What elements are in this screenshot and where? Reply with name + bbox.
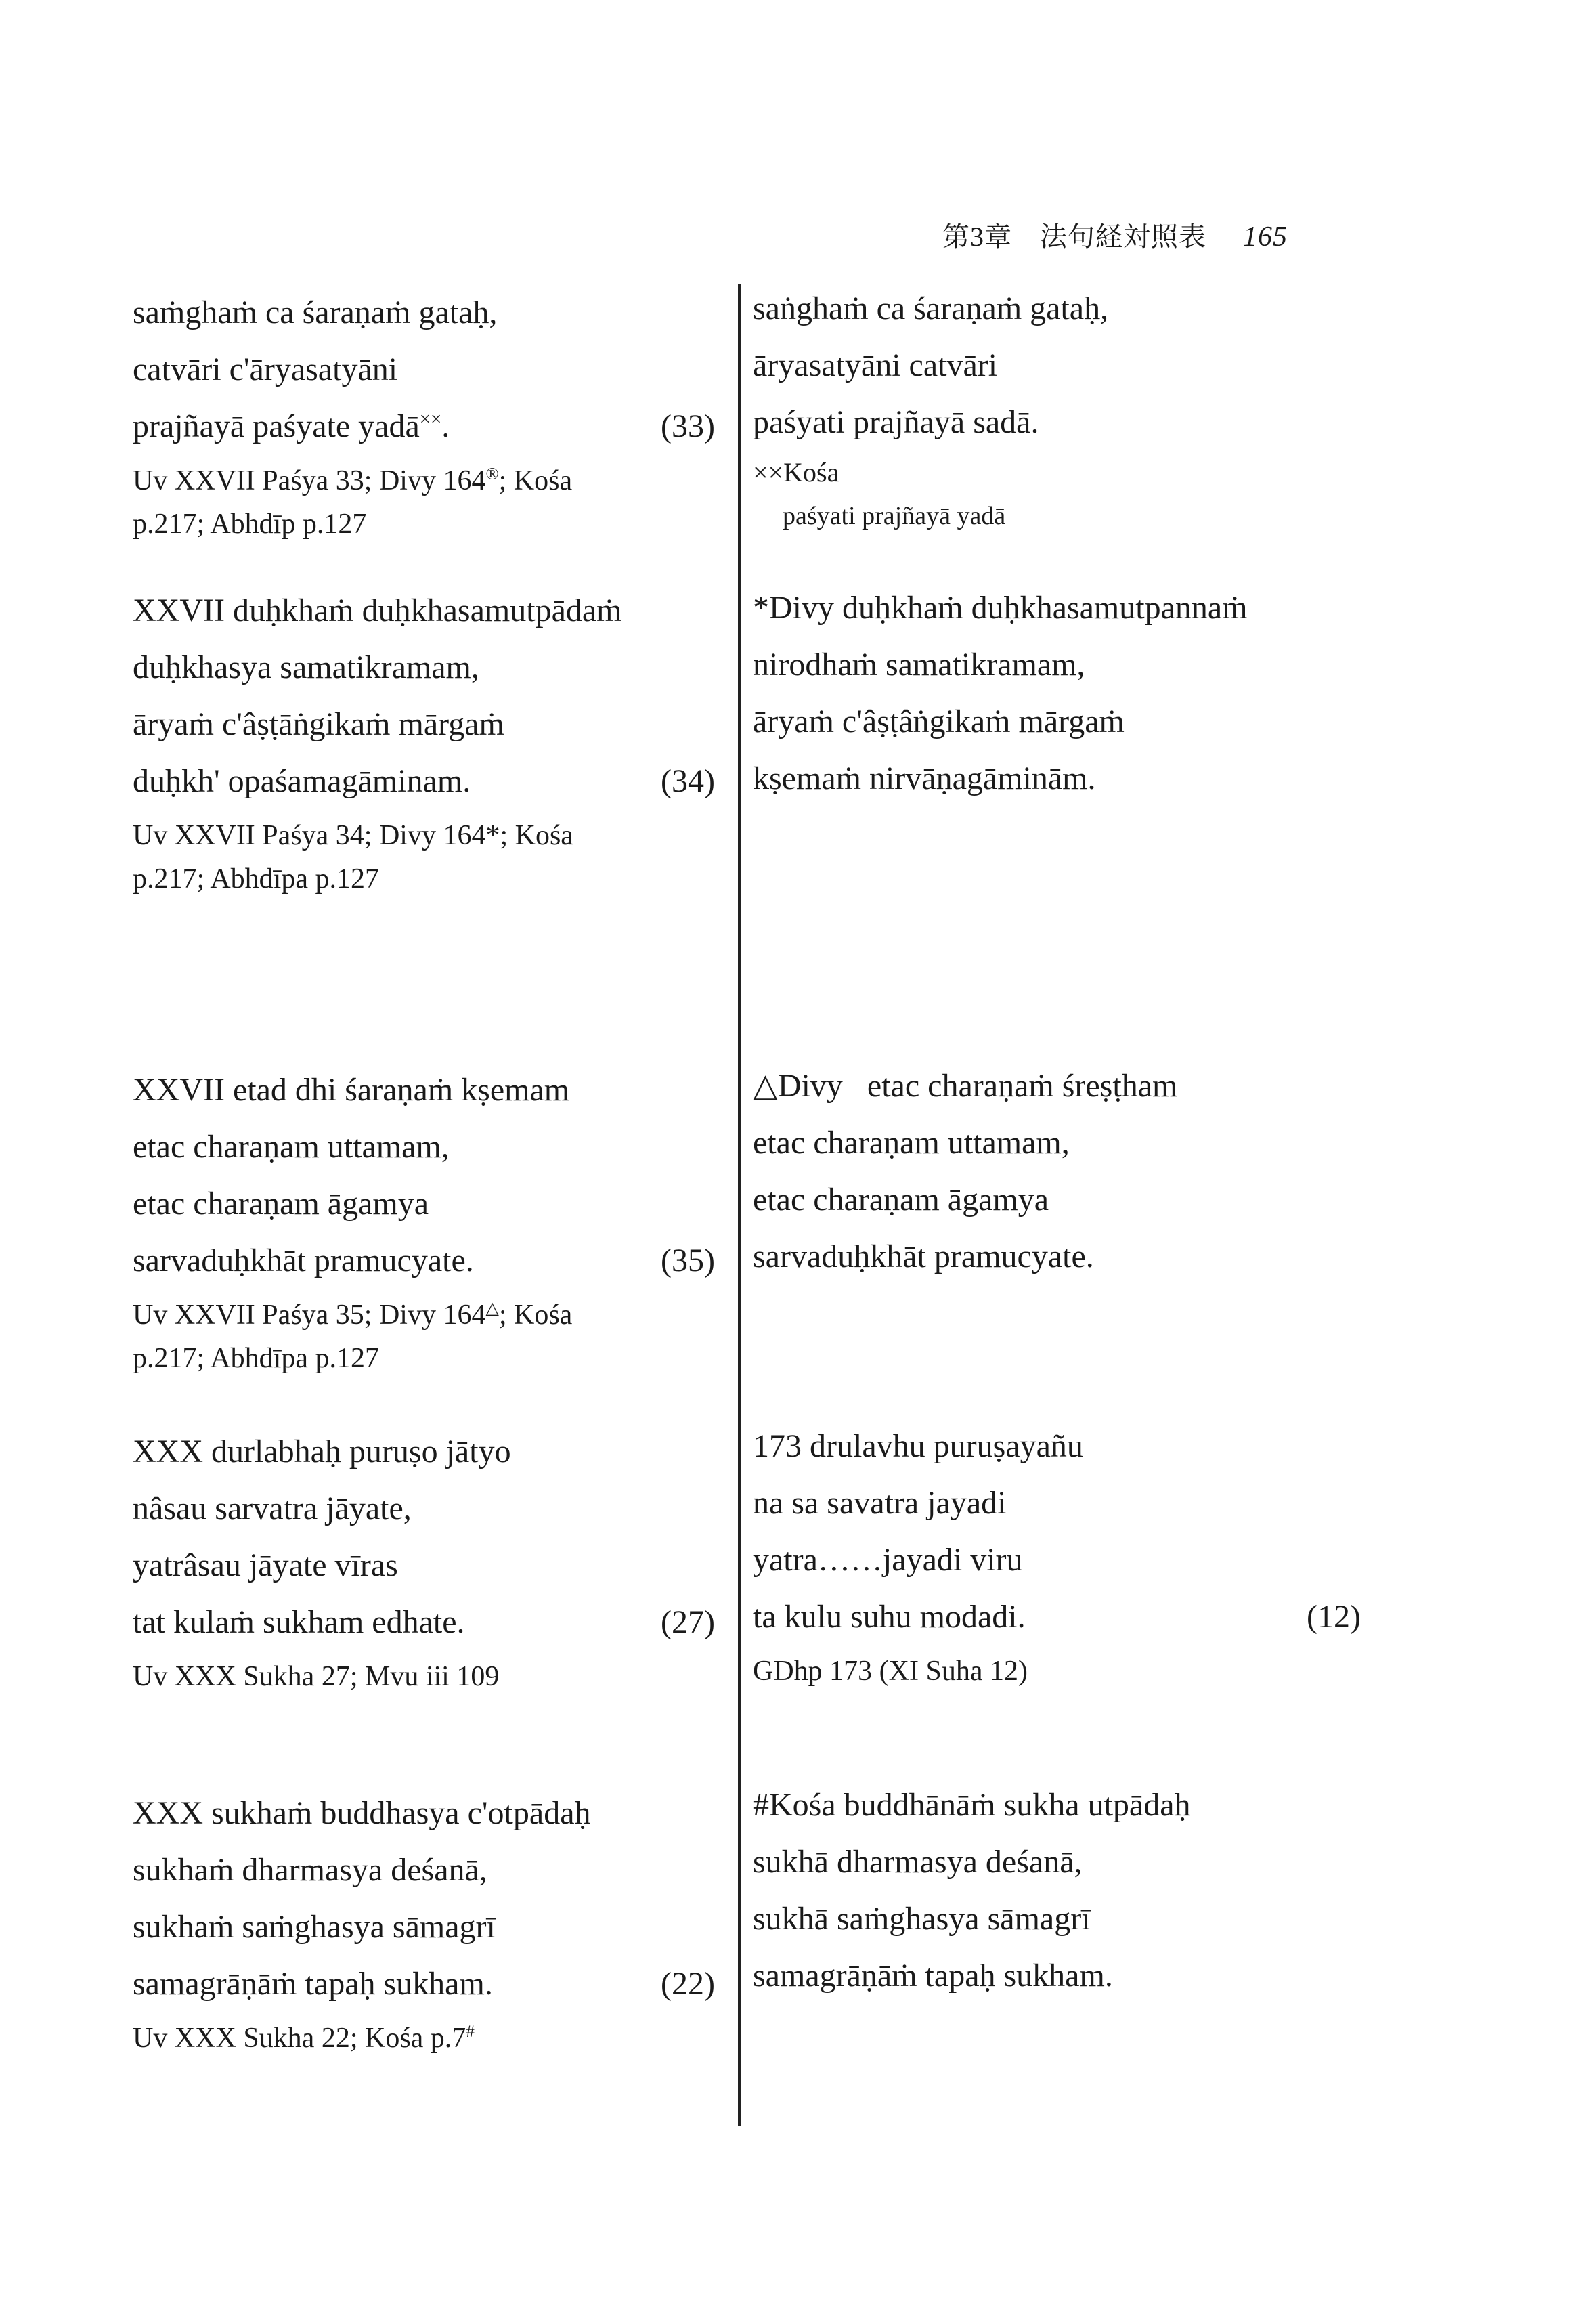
verse-line: *Divy duḥkhaṁ duḥkhasamutpannaṁ: [753, 590, 1248, 626]
reference-line: Uv XXVII Paśya 33; Divy 164®; Kośa: [133, 465, 573, 496]
verse-line: duḥkh' opaśamagāminam. (34): [133, 753, 715, 810]
verse-line: yatrâsau jāyate vīras: [133, 1547, 398, 1583]
reference-line: p.217; Abhdīp p.127: [133, 509, 367, 540]
verse-line: sukhā saṁghasya sāmagrī: [753, 1901, 1091, 1937]
verse-number: (27): [661, 1604, 715, 1640]
verse-line: na sa savatra jayadi: [753, 1485, 1007, 1521]
verse-line: tat kulaṁ sukham edhate. (27): [133, 1594, 715, 1651]
verse-line: samagrāṇāṁ tapaḥ sukham.: [753, 1958, 1113, 1994]
reference-line: p.217; Abhdīpa p.127: [133, 1343, 379, 1374]
reference-line: Uv XXX Sukha 27; Mvu iii 109: [133, 1661, 500, 1692]
left-verse-33: [133, 284, 715, 546]
verse-line: yatra……jayadi viru: [753, 1542, 1023, 1578]
right-verse-12: [753, 1418, 1361, 1693]
reference-line: p.217; Abhdīpa p.127: [133, 863, 379, 895]
left-verse-35: [133, 1062, 715, 1380]
verse-line: etac charaṇam uttamam,: [753, 1125, 1070, 1161]
verse-number: (34): [661, 763, 715, 799]
verse-line: paśyati prajñayā sadā.: [753, 404, 1039, 440]
variant-note: paśyati prajñayā yadā: [783, 502, 1006, 530]
verse-line: XXX durlabhaḥ puruṣo jātyo: [133, 1434, 511, 1469]
page-number: 165: [1243, 221, 1288, 253]
verse-line: duḥkhasya samatikramam,: [133, 649, 479, 685]
verse-line: XXX sukhaṁ buddhasya c'otpādaḥ: [133, 1795, 591, 1831]
reference-line: Uv XXVII Paśya 34; Divy 164*; Kośa: [133, 820, 573, 851]
verse-line: ta kulu suhu modadi. (12): [753, 1589, 1335, 1645]
verse-line: nirodhaṁ samatikramam,: [753, 647, 1085, 683]
verse-number: (22): [661, 1966, 715, 2002]
variant-note: ××Kośa: [753, 457, 839, 488]
right-verse-1: [753, 280, 1335, 538]
running-header: [942, 215, 1288, 254]
verse-number: (33): [661, 408, 715, 444]
verse-line: etac charaṇam āgamya: [133, 1186, 429, 1222]
verse-line: prajñayā paśyate yadā××. (33): [133, 398, 715, 455]
verse-line: #Kośa buddhānāṁ sukha utpādaḥ: [753, 1787, 1191, 1823]
verse-line: XXVII duḥkhaṁ duḥkhasamutpādaṁ: [133, 593, 622, 628]
reference-line: Uv XXX Sukha 22; Kośa p.7#: [133, 2023, 475, 2054]
column-divider: [738, 284, 741, 2126]
verse-line: 173 drulavhu puruṣayañu: [753, 1428, 1083, 1464]
verse-number: (12): [1307, 1599, 1361, 1635]
right-verse-3: [753, 1058, 1335, 1285]
verse-line: catvāri c'āryasatyāni: [133, 351, 398, 387]
left-verse-27: [133, 1423, 715, 1698]
verse-line: kṣemaṁ nirvāṇagāminām.: [753, 760, 1096, 796]
left-verse-34: [133, 582, 715, 901]
verse-line: āryaṁ c'âṣṭâṅgikaṁ mārgaṁ: [753, 704, 1125, 739]
left-verse-22: [133, 1785, 715, 2060]
reference-line: GDhp 173 (XI Suha 12): [753, 1656, 1028, 1687]
verse-number: (35): [661, 1243, 715, 1278]
verse-line: saṅghaṁ ca śaraṇaṁ gataḥ,: [753, 290, 1109, 326]
verse-line: sukhā dharmasya deśanā,: [753, 1844, 1083, 1880]
verse-line: saṁghaṁ ca śaraṇaṁ gataḥ,: [133, 295, 498, 330]
chapter-title: 第3章 法句経対照表: [942, 221, 1206, 252]
verse-line: XXVII etad dhi śaraṇaṁ kṣemam: [133, 1072, 570, 1108]
verse-line: sarvaduḥkhāt pramucyate.: [753, 1239, 1094, 1274]
reference-line: Uv XXVII Paśya 35; Divy 164△; Kośa: [133, 1299, 573, 1331]
verse-line: samagrāṇāṁ tapaḥ sukham. (22): [133, 1956, 715, 2013]
right-verse-5: [753, 1777, 1335, 2004]
verse-line: △Divy etac charaṇaṁ śreṣṭham: [753, 1068, 1178, 1104]
verse-line: sukhaṁ saṁghasya sāmagrī: [133, 1909, 496, 1945]
verse-line: sukhaṁ dharmasya deśanā,: [133, 1852, 487, 1888]
verse-line: sarvaduḥkhāt pramucyate. (35): [133, 1232, 715, 1289]
verse-line: āryasatyāni catvāri: [753, 347, 998, 383]
right-verse-2: [753, 580, 1335, 807]
verse-line: etac charaṇam uttamam,: [133, 1129, 450, 1165]
verse-line: nâsau sarvatra jāyate,: [133, 1490, 412, 1526]
verse-line: āryaṁ c'âṣṭāṅgikaṁ mārgaṁ: [133, 706, 504, 742]
verse-line: etac charaṇam āgamya: [753, 1182, 1049, 1218]
